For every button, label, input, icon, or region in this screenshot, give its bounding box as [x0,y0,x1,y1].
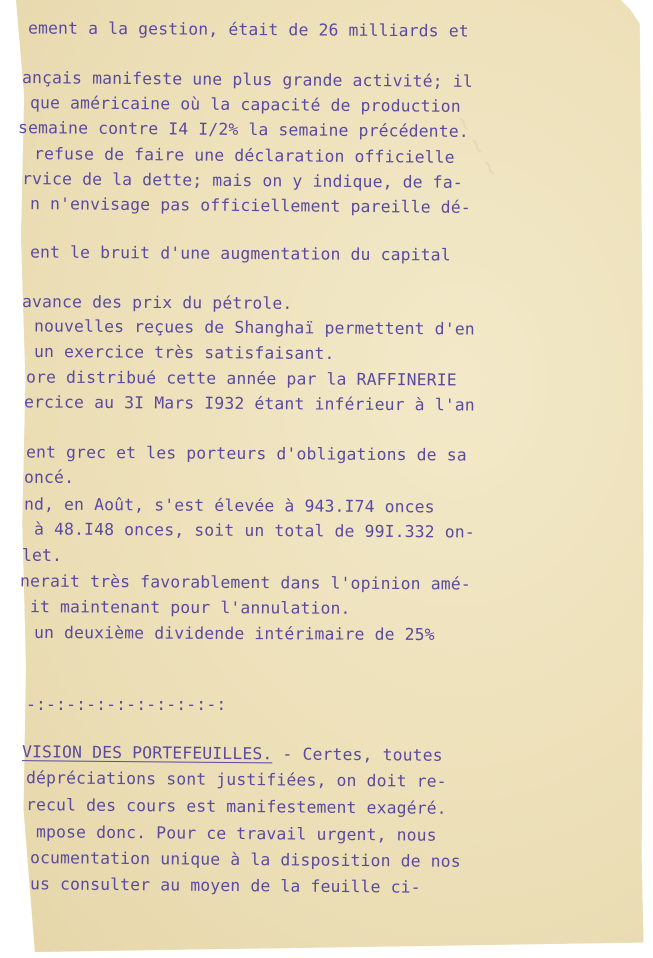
text-line-19: nerait très favorablement dans l'opinion amé- [19,571,471,594]
text-line-4: semaine contre I4 I/2% la semaine précédente. [17,118,469,141]
text-line-25: recul des cours est manifestement exagéré. [25,795,447,818]
text-line-21: un deuxième dividende intérimaire de 25% [33,622,435,645]
text-line-13: ercice au 3I Mars I932 étant inférieur à l'an [23,392,475,415]
text-line-27: ocumentation unique à la disposition de nos [29,848,461,871]
text-line-11: un exercice très satisfaisant. [33,341,335,364]
text-line-26: mpose donc. Pour ce travail urgent, nous [35,822,437,845]
text-line-5: refuse de faire une déclaration officielle [33,144,455,167]
text-line-10: nouvelles reçues de Shanghaï permettent d'en [33,316,475,339]
text-line-20: it maintenant pour l'annulation. [29,597,351,618]
text-line-24: dépréciations sont justifiées, on doit re- [25,768,447,791]
text-line-15: oncé. [24,468,75,487]
section-heading: VISION DES PORTEFEUILLES. [21,742,273,764]
text-line-18: let. [22,546,63,565]
text-line-3: que américaine où la capacité de production [29,93,461,116]
text-line-9: avance des prix du pétrole. [21,292,293,313]
text-line-1: ement a la gestion, était de 26 milliards et [27,18,469,41]
text-line-16: nd, en Août, s'est élevée à 943.I74 onces [23,494,435,517]
text-line-14: ent grec et les porteurs d'obligations de sa [25,442,467,465]
text-line-17: à 48.I48 onces, soit un total de 99I.332 on- [33,519,475,542]
text-line-2: ançais manifeste une plus grande activité; il [21,68,473,91]
text-line-12: ore distribué cette année par la RAFFINERIE [25,367,457,390]
text-line-6: rvice de la dette; mais on y indique, de fa- [21,169,463,192]
text-line-28: us consulter au moyen de la feuille ci- [29,874,421,897]
show-through-marks: ~ ~ ~ [448,110,505,183]
section-heading-line [22,742,443,765]
text-line-8: ent le bruit d'une augmentation du capital [29,242,451,265]
text-line-7: n n'envisage pas officiellement pareille dé- [29,194,471,217]
section-heading-rest: - Certes, toutes [272,744,443,765]
section-divider: -:-:-:-:-:-:-:-:-:-: [26,695,227,714]
